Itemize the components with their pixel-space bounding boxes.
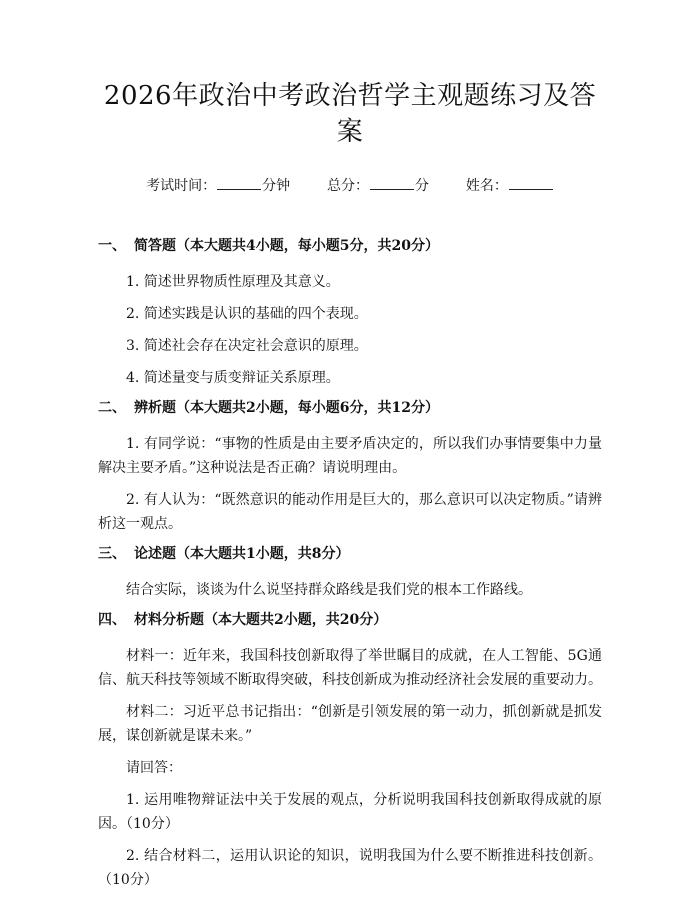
question-prompt: 请回答： (126, 760, 182, 776)
name-blank (509, 177, 553, 190)
section-title: 论述题（本大题共1小题，共8分） (134, 546, 350, 562)
section-short-answer (98, 236, 602, 390)
section-number: 四、 (98, 612, 126, 628)
section-heading (98, 610, 602, 630)
section-title: 材料分析题（本大题共2小题，共20分） (134, 612, 388, 628)
section-heading (98, 544, 602, 564)
exam-meta (98, 176, 602, 196)
section-number: 三、 (98, 546, 126, 562)
question-item: 结合实际，谈谈为什么说坚持群众路线是我们党的根本工作路线。 (126, 582, 532, 598)
section-heading (98, 398, 602, 418)
question-item: 1. 简述世界物质性原理及其意义。 (126, 274, 340, 290)
material-paragraph: 材料一：近年来，我国科技创新取得了举世瞩目的成就，在人工智能、5G通信、航天科技等领域不断取得突破，科技创新成为推动经济社会发展的重要动力。 (98, 648, 602, 688)
section-number: 一、 (98, 238, 126, 254)
section-analysis (98, 398, 602, 536)
time-blank (217, 177, 261, 190)
name-label: 姓名： (465, 178, 508, 194)
material-paragraph: 材料二：习近平总书记指出：“创新是引领发展的第一动力，抓创新就是抓发展，谋创新就是谋未来。” (98, 704, 602, 744)
score-label: 总分： (327, 178, 369, 194)
question-item: 2. 简述实践是认识的基础的四个表现。 (126, 306, 368, 322)
question-item: 3. 简述社会存在决定社会意识的原理。 (126, 338, 368, 354)
score-blank (370, 177, 414, 190)
section-heading (98, 236, 602, 256)
section-essay (98, 544, 602, 602)
section-title: 简答题（本大题共4小题，每小题5分，共20分） (134, 238, 439, 254)
question-item: 2. 有人认为：“既然意识的能动作用是巨大的，那么意识可以决定物质。”请辨析这一观点。 (98, 492, 602, 532)
question-item: 2. 结合材料二，运用认识论的知识，说明我国为什么要不断推进科技创新。（10分） (98, 848, 602, 888)
page-title: 2026年政治中考政治哲学主观题练习及答案 (103, 81, 597, 147)
question-item: 1. 运用唯物辩证法中关于发展的观点，分析说明我国科技创新取得成就的原因。（10分） (98, 792, 602, 832)
question-item: 1. 有同学说：“事物的性质是由主要矛盾决定的，所以我们办事情要集中力量解决主要矛盾。”这种说法是否正确？请说明理由。 (98, 436, 602, 476)
time-label: 考试时间： (146, 178, 217, 194)
time-unit: 分钟 (262, 178, 291, 194)
section-number: 二、 (98, 400, 126, 416)
section-material (98, 610, 602, 892)
section-title: 辨析题（本大题共2小题，每小题6分，共12分） (134, 400, 439, 416)
question-item: 4. 简述量变与质变辩证关系原理。 (126, 370, 340, 386)
score-unit: 分 (415, 178, 429, 194)
